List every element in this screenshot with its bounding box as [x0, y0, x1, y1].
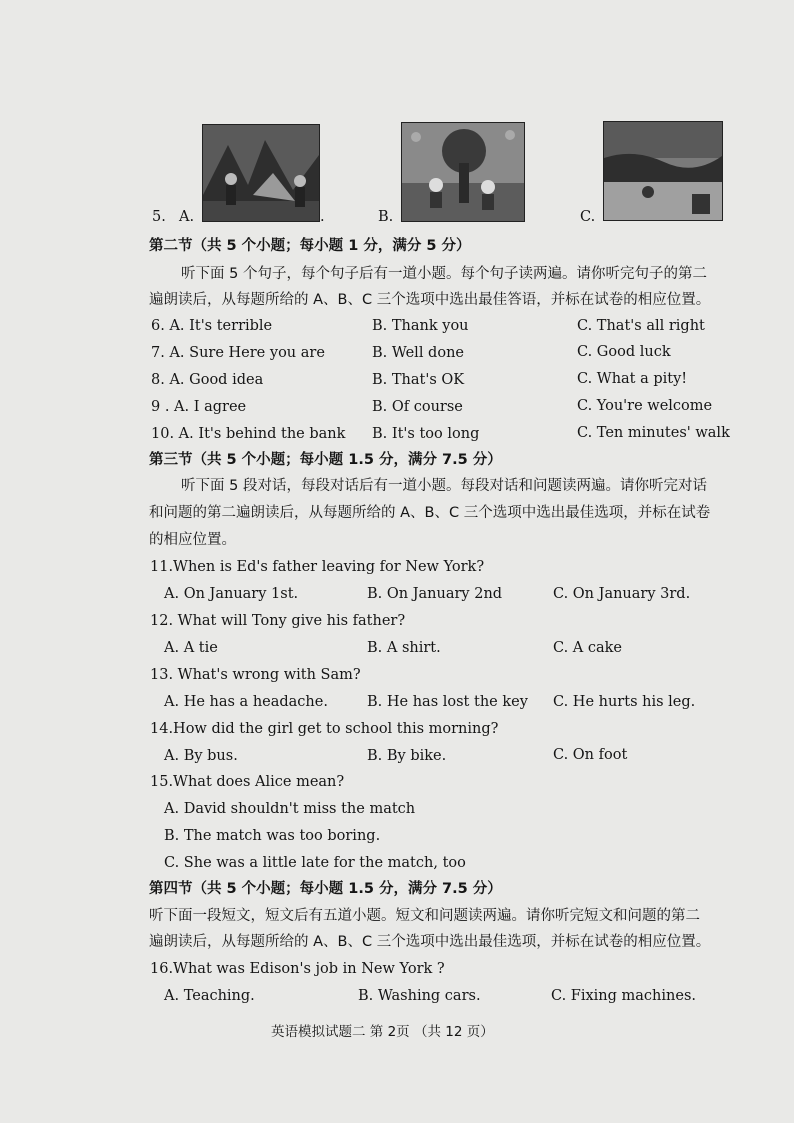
q16-option-c[interactable]: C. Fixing machines. — [551, 988, 696, 1004]
q12-question: 12. What will Tony give his father? — [150, 613, 406, 629]
section4-instruction-1: 听下面一段短文，短文后有五道小题。短文和问题读两遍。请你听完短文和问题的第二 — [149, 908, 700, 924]
q5-picture-a-mountains-camping — [202, 124, 320, 222]
q6-option-b[interactable]: B. Thank you — [372, 318, 469, 334]
q5-option-a-label: A. — [179, 209, 195, 225]
q12-option-c[interactable]: C. A cake — [553, 640, 623, 656]
section3-instruction-3: 的相应位置。 — [149, 532, 236, 548]
q6-option-a[interactable]: 6. A. It's terrible — [151, 318, 273, 334]
q16-option-b[interactable]: B. Washing cars. — [358, 988, 481, 1004]
q15-question: 15.What does Alice mean? — [150, 774, 345, 790]
q5-option-c-label: C. — [580, 209, 596, 225]
q10-option-c[interactable]: C. Ten minutes' walk — [577, 425, 730, 441]
q7-option-a[interactable]: 7. A. Sure Here you are — [151, 345, 325, 361]
section2-instruction-1: 听下面 5 个句子，每个句子后有一道小题。每个句子读两遍。请你听完句子的第二 — [181, 266, 707, 282]
q14-question: 14.How did the girl get to school this morning? — [150, 721, 499, 737]
q5-picture-b-tree-children — [401, 122, 525, 222]
q9-option-b[interactable]: B. Of course — [372, 399, 463, 415]
tree-picture-icon — [402, 123, 524, 221]
q11-option-a[interactable]: A. On January 1st. — [164, 586, 299, 602]
q9-option-a[interactable]: 9 . A. I agree — [151, 399, 247, 415]
q11-option-c[interactable]: C. On January 3rd. — [553, 586, 691, 602]
q13-question: 13. What's wrong with Sam? — [150, 667, 361, 683]
q10-option-b[interactable]: B. It's too long — [372, 426, 480, 442]
mountain-picture-icon — [203, 125, 319, 221]
beach-picture-icon — [604, 122, 722, 220]
section3-instruction-1: 听下面 5 段对话，每段对话后有一道小题。每段对话和问题读两遍。请你听完对话 — [181, 478, 707, 494]
section4-instruction-2: 遍朗读后，从每题所给的 A、B、C 三个选项中选出最佳选项，并标在试卷的相应位置。 — [149, 934, 711, 950]
q9-option-c[interactable]: C. You're welcome — [577, 398, 713, 414]
q5-picture-c-beach — [603, 121, 723, 221]
q10-option-a[interactable]: 10. A. It's behind the bank — [151, 426, 346, 442]
q8-option-c[interactable]: C. What a pity! — [577, 371, 688, 387]
q15-option-c[interactable]: C. She was a little late for the match, too — [164, 855, 466, 871]
q7-option-c[interactable]: C. Good luck — [577, 344, 671, 360]
q15-option-a[interactable]: A. David shouldn't miss the match — [164, 801, 416, 817]
q14-option-b[interactable]: B. By bike. — [367, 748, 447, 764]
q12-option-b[interactable]: B. A shirt. — [367, 640, 441, 656]
q13-option-c[interactable]: C. He hurts his leg. — [553, 694, 696, 710]
q8-option-b[interactable]: B. That's OK — [372, 372, 465, 388]
section4-heading: 第四节（共 5 个小题；每小题 1.5 分，满分 7.5 分） — [149, 881, 502, 897]
q13-option-a[interactable]: A. He has a headache. — [164, 694, 328, 710]
page-footer: 英语模拟试题二 第 2页 （共 12 页） — [271, 1024, 494, 1040]
q5-dot: . — [320, 209, 325, 225]
section2-instruction-2: 遍朗读后，从每题所给的 A、B、C 三个选项中选出最佳答语，并标在试卷的相应位置。 — [149, 292, 711, 308]
section3-heading: 第三节（共 5 个小题；每小题 1.5 分，满分 7.5 分） — [149, 452, 502, 468]
q15-option-b[interactable]: B. The match was too boring. — [164, 828, 381, 844]
q14-option-c[interactable]: C. On foot — [553, 747, 628, 763]
q13-option-b[interactable]: B. He has lost the key — [367, 694, 528, 710]
q16-option-a[interactable]: A. Teaching. — [164, 988, 255, 1004]
q11-option-b[interactable]: B. On January 2nd — [367, 586, 503, 602]
q16-question: 16.What was Edison's job in New York ? — [150, 961, 445, 977]
q5-number: 5. — [152, 209, 166, 225]
q5-option-b-label: B. — [378, 209, 394, 225]
q6-option-c[interactable]: C. That's all right — [577, 318, 705, 334]
q7-option-b[interactable]: B. Well done — [372, 345, 464, 361]
q11-question: 11.When is Ed's father leaving for New York? — [150, 559, 485, 575]
section3-instruction-2: 和问题的第二遍朗读后，从每题所给的 A、B、C 三个选项中选出最佳选项，并标在试卷 — [149, 505, 711, 521]
section2-heading: 第二节（共 5 个小题；每小题 1 分，满分 5 分） — [149, 238, 471, 254]
q12-option-a[interactable]: A. A tie — [164, 640, 218, 656]
q14-option-a[interactable]: A. By bus. — [164, 748, 238, 764]
q8-option-a[interactable]: 8. A. Good idea — [151, 372, 264, 388]
